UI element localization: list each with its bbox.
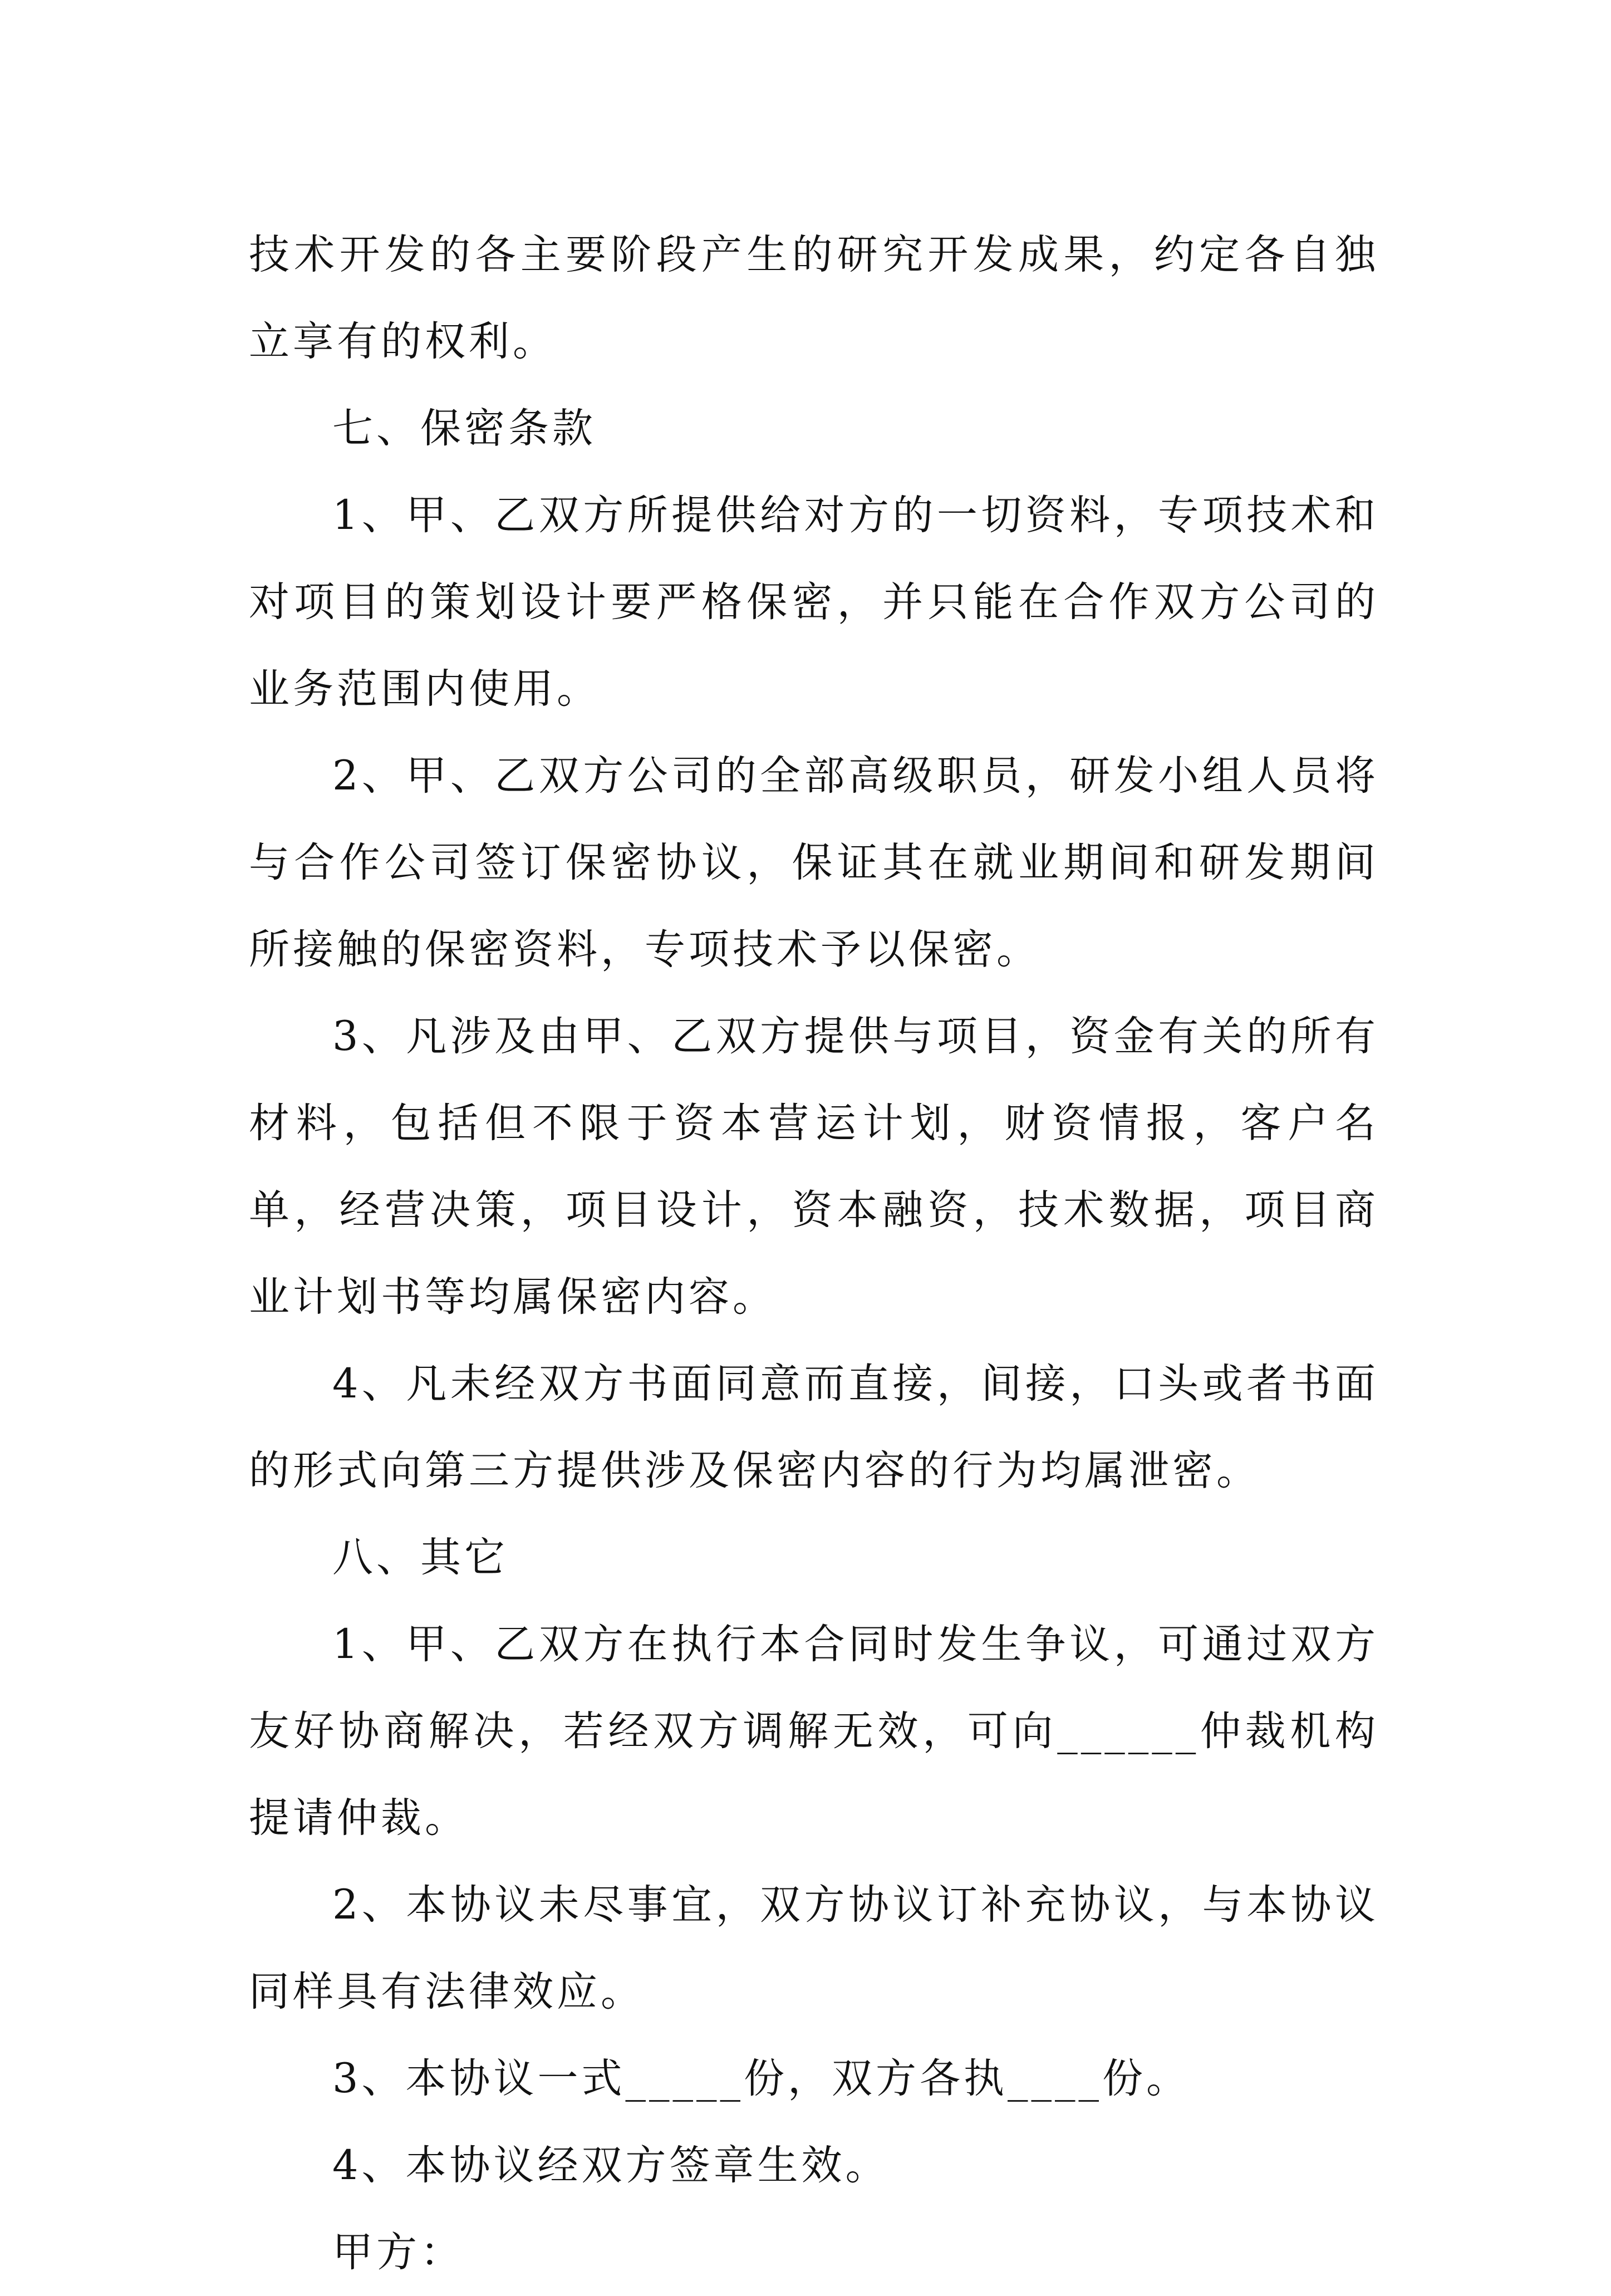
document-body [249,212,1379,2296]
clause-confidentiality-3: 3、凡涉及由甲、乙双方提供与项目，资金有关的所有材料，包括但不限于资本营运计划，财资情报，客户名单，经营决策，项目设计，资本融资，技术数据，项目商业计划书等均属保密内容。 [249,1013,1379,1321]
section-heading-other: 八、其它 [332,1534,508,1581]
section-heading-confidentiality: 七、保密条款 [332,405,596,452]
clause-confidentiality-4: 4、凡未经双方书面同意而直接，间接，口头或者书面的形式向第三方提供涉及保密内容的行为均属泄密。 [249,1360,1379,1494]
clause-other-3: 3、本协议一式_____份，双方各执____份。 [332,2055,1190,2102]
clause-other-4: 4、本协议经双方签章生效。 [332,2142,890,2189]
clause-confidentiality-2: 2、甲、乙双方公司的全部高级职员，研发小组人员将与合作公司签订保密协议，保证其在就业期间和研发期间所接触的保密资料，专项技术予以保密。 [249,752,1379,973]
paragraph-research-results-rights: 技术开发的各主要阶段产生的研究开发成果，约定各自独立享有的权利。 [249,231,1379,365]
party-a-signature-label: 甲方： [332,2229,464,2276]
clause-other-2: 2、本协议未尽事宜，双方协议订补充协议，与本协议同样具有法律效应。 [249,1881,1379,2015]
clause-other-1: 1、甲、乙双方在执行本合同时发生争议，可通过双方友好协商解决，若经双方调解无效，可向______仲裁机构提请仲裁。 [249,1621,1379,1842]
clause-confidentiality-1: 1、甲、乙双方所提供给对方的一切资料，专项技术和对项目的策划设计要严格保密，并只能在合作双方公司的业务范围内使用。 [249,492,1379,713]
